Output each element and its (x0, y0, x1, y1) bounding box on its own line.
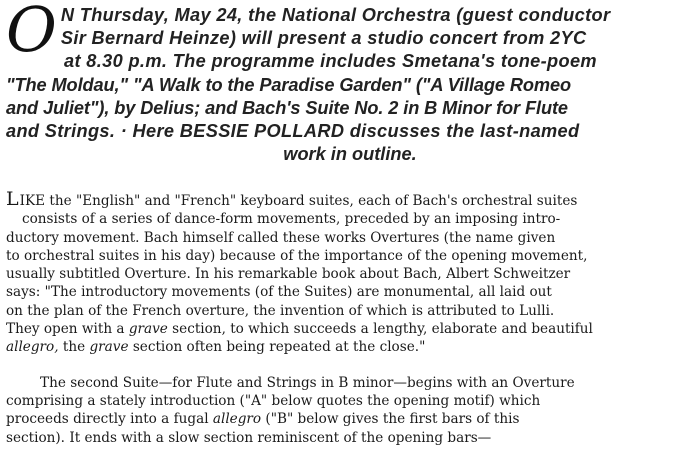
paragraph-line (6, 410, 694, 428)
paragraph-2 (6, 374, 694, 447)
paragraph-line: on the plan of the French overture, the invention of which is attributed to Lulli. (6, 302, 555, 319)
intro-line: Sir Bernard Heinze) will present a studio concert from 2YC (60, 28, 587, 49)
paragraph-text: IKE the "English" and "French" keyboard suites, each of Bach's orchestral suites (19, 193, 578, 209)
intro-line: N Thursday, May 24, the National Orchestra (guest conductor (60, 5, 611, 25)
intro-line: at 8.30 p.m. The programme includes Smetana's tone-poem (64, 51, 597, 72)
paragraph-text: section often being repeated at the close." (128, 339, 426, 356)
intro-line: and Juliet"), by Delius; and Bach's Suite No. 2 in B Minor for Flute (6, 97, 568, 118)
paragraph-line: section). It ends with a slow section reminiscent of the opening bars— (6, 429, 492, 446)
paragraph-text: the (58, 339, 90, 356)
italic-term: allegro (212, 411, 262, 428)
intro-line: work in outline. (283, 144, 417, 165)
paragraph-text: ("B" below gives the first bars of this (261, 411, 520, 428)
paragraph-line: The second Suite—for Flute and Strings in B minor—begins with an Overture (40, 374, 575, 391)
paragraph-line: usually subtitled Overture. In his remarkable book about Bach, Albert Schweitzer (6, 266, 571, 283)
paragraph-line (6, 190, 694, 210)
intro-line: and Strings. · Here BESSIE POLLARD discusses the last-named (6, 121, 580, 142)
italic-term: grave (128, 321, 168, 338)
paragraph-line: says: "The introductory movements (of the Suites) are monumental, all laid out (6, 284, 552, 301)
intro-drop-cap: O (6, 0, 57, 66)
intro-line: "The Moldau," "A Walk to the Paradise Garden" ("A Village Romeo (6, 74, 572, 95)
paragraph-line: to orchestral suites in his day) because of the importance of the opening movement, (6, 247, 588, 264)
paragraph-line: consists of a series of dance-form movements, preceded by an imposing intro- (22, 211, 561, 228)
italic-term: grave (89, 339, 129, 356)
paragraph-text: They open with a (6, 321, 129, 338)
paragraph-gap (6, 357, 694, 374)
paragraph-line (6, 320, 694, 338)
article-body (6, 190, 694, 447)
intro-blurb (6, 0, 694, 166)
paragraph-line (6, 338, 694, 356)
paragraph-1 (6, 190, 694, 357)
paragraph-text: section, to which succeeds a lengthy, elaborate and beautiful (167, 321, 593, 338)
paragraph-line: comprising a stately introduction ("A" below quotes the opening motif) which (6, 392, 541, 409)
body-drop-cap: L (6, 188, 20, 210)
italic-term: allegro, (6, 339, 59, 356)
paragraph-text: proceeds directly into a fugal (6, 411, 213, 428)
paragraph-line: ductory movement. Bach himself called these works Overtures (the name given (6, 229, 556, 246)
